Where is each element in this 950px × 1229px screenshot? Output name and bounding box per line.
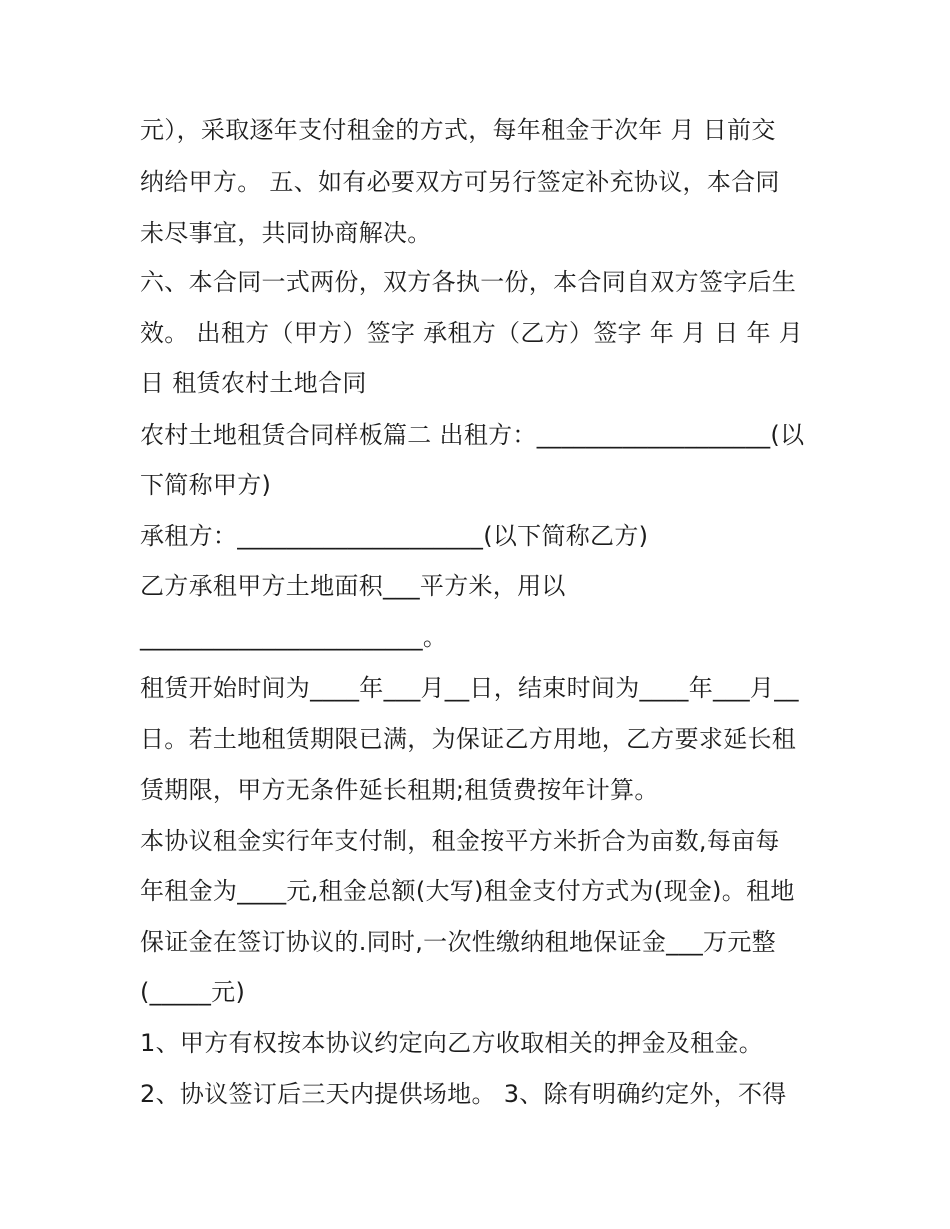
text-line: 保证金在签订协议的.同时,一次性缴纳租地保证金___万元整 [140, 928, 776, 956]
text-line: 租赁开始时间为____年___月__日，结束时间为____年___月__ [140, 674, 799, 702]
text-line: 2、协议签订后三天内提供场地。 3、除有明确约定外，不得 [140, 1080, 787, 1108]
text-line: 纳给甲方。 五、如有必要双方可另行签定补充协议，本合同 [140, 168, 780, 196]
text-line: 乙方承租甲方土地面积___平方米，用以 [140, 572, 566, 600]
text-line: 赁期限，甲方无条件延长租期;租赁费按年计算。 [140, 776, 659, 804]
text-line: 效。 出租方（甲方）签字 承租方（乙方）签字 年 月 日 年 月 [140, 319, 804, 347]
text-line: 农村土地租赁合同样板篇二 出租方：___________________(以 [140, 421, 805, 449]
text-line: _______________________。 [140, 623, 448, 651]
text-line: 年租金为____元,租金总额(大写)租金支付方式为(现金)。租地 [140, 877, 795, 905]
text-line: 1、甲方有权按本协议约定向乙方收取相关的押金及租金。 [140, 1029, 764, 1057]
text-line: 本协议租金实行年支付制，租金按平方米折合为亩数,每亩每 [140, 827, 780, 855]
text-line: 承租方：____________________(以下简称乙方) [140, 522, 649, 550]
text-line: 下简称甲方) [140, 471, 272, 499]
text-line: 日 租赁农村土地合同 [140, 369, 367, 397]
text-line: 日。若土地租赁期限已满，为保证乙方用地，乙方要求延长租 [140, 725, 797, 753]
text-line: 元），采取逐年支付租金的方式，每年租金于次年 月 日前交 [140, 116, 776, 144]
text-line: (_____元) [140, 978, 246, 1006]
text-line: 六、本合同一式两份，双方各执一份，本合同自双方签字后生 [140, 268, 797, 296]
text-line: 未尽事宜，共同协商解决。 [140, 219, 432, 247]
